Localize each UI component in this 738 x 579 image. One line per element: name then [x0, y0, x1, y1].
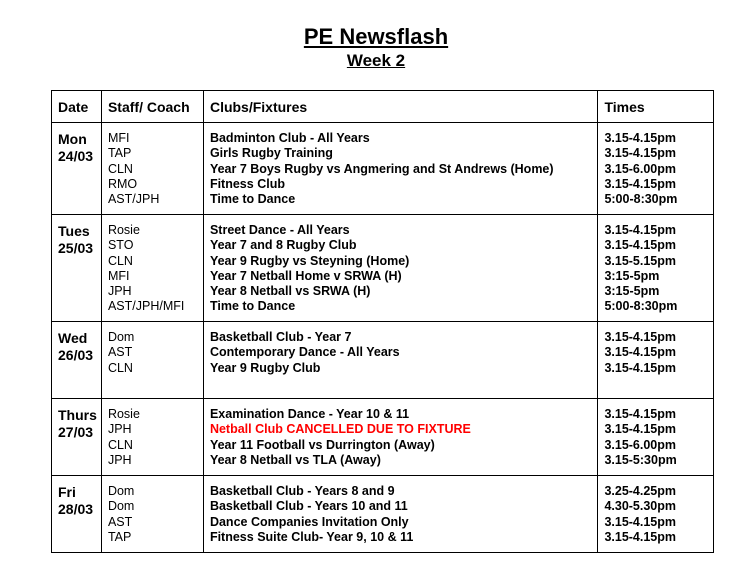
time-entry: 3.15-6.00pm: [604, 437, 677, 452]
time-entry: 3.15-4.15pm: [604, 131, 677, 145]
column-header-staff: Staff/ Coach: [101, 91, 203, 123]
time-entry: 3.15-4.15pm: [604, 223, 677, 237]
staff-name: Rosie: [107, 223, 140, 237]
schedule-body: [52, 123, 714, 553]
column-header-times: Times: [598, 91, 714, 123]
club-entry: Year 9 Rugby Club: [209, 360, 321, 375]
time-entry: 3.15-4.15pm: [604, 146, 677, 161]
club-entry: Year 8 Netball vs SRWA (H): [209, 284, 371, 299]
staff-name: MFI: [107, 131, 130, 145]
table-row: [52, 399, 714, 476]
table-row: [52, 476, 714, 553]
club-entry: Year 7 Boys Rugby vs Angmering and St Andrews (Home): [209, 161, 554, 176]
column-header-clubs: Clubs/Fixtures: [203, 91, 597, 123]
club-entry: Basketball Club - Years 10 and 11: [209, 499, 408, 514]
club-entry: Girls Rugby Training: [209, 146, 333, 161]
staff-cell: [101, 123, 203, 215]
clubs-cell: [203, 476, 597, 553]
time-entry: 3.15-4.15pm: [604, 514, 677, 529]
day-date: 25/03: [58, 240, 94, 256]
club-entry: Contemporary Dance - All Years: [209, 345, 400, 360]
staff-name: RMO: [107, 176, 138, 191]
page-title: PE Newsflash: [303, 24, 449, 49]
staff-name: CLN: [107, 253, 133, 268]
staff-name: JPH: [107, 284, 132, 299]
club-entry: Time to Dance: [209, 192, 296, 207]
staff-name: AST/JPH/MFI: [107, 299, 185, 314]
date-cell: [52, 476, 102, 553]
time-entry: 3.15-5:30pm: [604, 452, 677, 467]
day-date: 28/03: [58, 501, 94, 517]
times-cell: [598, 476, 714, 553]
times-cell: [598, 399, 714, 476]
staff-name: AST/JPH: [107, 192, 160, 207]
time-entry: 3.15-4.15pm: [604, 176, 677, 191]
staff-name: AST: [107, 345, 133, 360]
club-entry: Street Dance - All Years: [209, 223, 350, 237]
time-entry: 4.30-5.30pm: [604, 499, 677, 514]
club-entry: Year 8 Netball vs TLA (Away): [209, 452, 381, 467]
staff-cell: [101, 215, 203, 322]
day-name: Mon: [58, 131, 87, 147]
staff-name: JPH: [107, 422, 132, 437]
staff-name: Dom: [107, 499, 135, 514]
time-entry: 3.15-4.15pm: [604, 238, 677, 253]
date-cell: [52, 322, 102, 399]
clubs-cell: [203, 123, 597, 215]
club-entry: Dance Companies Invitation Only: [209, 514, 409, 529]
time-entry: 3.15-4.15pm: [604, 345, 677, 360]
table-row: [52, 215, 714, 322]
day-date: 26/03: [58, 347, 94, 363]
staff-cell: [101, 476, 203, 553]
club-entry: Year 9 Rugby vs Steyning (Home): [209, 253, 410, 268]
clubs-cell: [203, 322, 597, 399]
staff-cell: [101, 399, 203, 476]
club-entry: Year 7 Netball Home v SRWA (H): [209, 268, 402, 283]
day-name: Wed: [58, 330, 88, 346]
club-entry: Year 7 and 8 Rugby Club: [209, 238, 357, 253]
staff-cell: [101, 322, 203, 399]
staff-name: CLN: [107, 437, 133, 452]
times-cell: [598, 215, 714, 322]
staff-name: AST: [107, 514, 133, 529]
schedule-table: [51, 90, 714, 553]
table-header-row: [52, 91, 714, 123]
time-entry: 3:15-5pm: [604, 284, 660, 299]
staff-name: MFI: [107, 268, 130, 283]
time-entry: 3.15-4.15pm: [604, 422, 677, 437]
staff-name: Dom: [107, 484, 135, 498]
staff-name: JPH: [107, 452, 132, 467]
club-entry: Examination Dance - Year 10 & 11: [209, 407, 410, 421]
time-entry: 3.15-4.15pm: [604, 529, 677, 544]
club-entry: Year 11 Football vs Durrington (Away): [209, 437, 435, 452]
time-entry: 3:15-5pm: [604, 268, 660, 283]
time-entry: 3.25-4.25pm: [604, 484, 677, 498]
day-name: Fri: [58, 484, 76, 500]
times-cell: [598, 123, 714, 215]
date-cell: [52, 215, 102, 322]
day-name: Thurs: [58, 407, 97, 423]
time-entry: 3.15-4.15pm: [604, 360, 677, 375]
time-entry: 3.15-5.15pm: [604, 253, 677, 268]
times-cell: [598, 322, 714, 399]
club-entry: Basketball Club - Years 8 and 9: [209, 484, 395, 498]
time-entry: 5:00-8:30pm: [604, 299, 678, 314]
day-date: 27/03: [58, 424, 94, 440]
club-entry: Fitness Suite Club- Year 9, 10 & 11: [209, 529, 414, 544]
club-entry: Time to Dance: [209, 299, 296, 314]
day-date: 24/03: [58, 148, 94, 164]
time-entry: 3.15-6.00pm: [604, 161, 677, 176]
staff-name: TAP: [107, 146, 132, 161]
clubs-cell: [203, 399, 597, 476]
staff-name: CLN: [107, 360, 133, 375]
date-cell: [52, 399, 102, 476]
table-row: [52, 322, 714, 399]
clubs-cell: [203, 215, 597, 322]
club-entry: Fitness Club: [209, 176, 285, 191]
staff-name: TAP: [107, 529, 132, 544]
staff-name: STO: [107, 238, 134, 253]
time-entry: 3.15-4.15pm: [604, 330, 677, 344]
page-subtitle: Week 2: [346, 51, 406, 70]
table-row: [52, 123, 714, 215]
time-entry: 3.15-4.15pm: [604, 407, 677, 421]
staff-name: Dom: [107, 330, 135, 344]
time-entry: 5:00-8:30pm: [604, 192, 678, 207]
staff-name: Rosie: [107, 407, 140, 421]
day-name: Tues: [58, 223, 90, 239]
column-header-date: Date: [52, 91, 102, 123]
club-entry: Netball Club CANCELLED DUE TO FIXTURE: [209, 422, 471, 437]
club-entry: Basketball Club - Year 7: [209, 330, 352, 344]
date-cell: [52, 123, 102, 215]
club-entry: Badminton Club - All Years: [209, 131, 370, 145]
staff-name: CLN: [107, 161, 133, 176]
